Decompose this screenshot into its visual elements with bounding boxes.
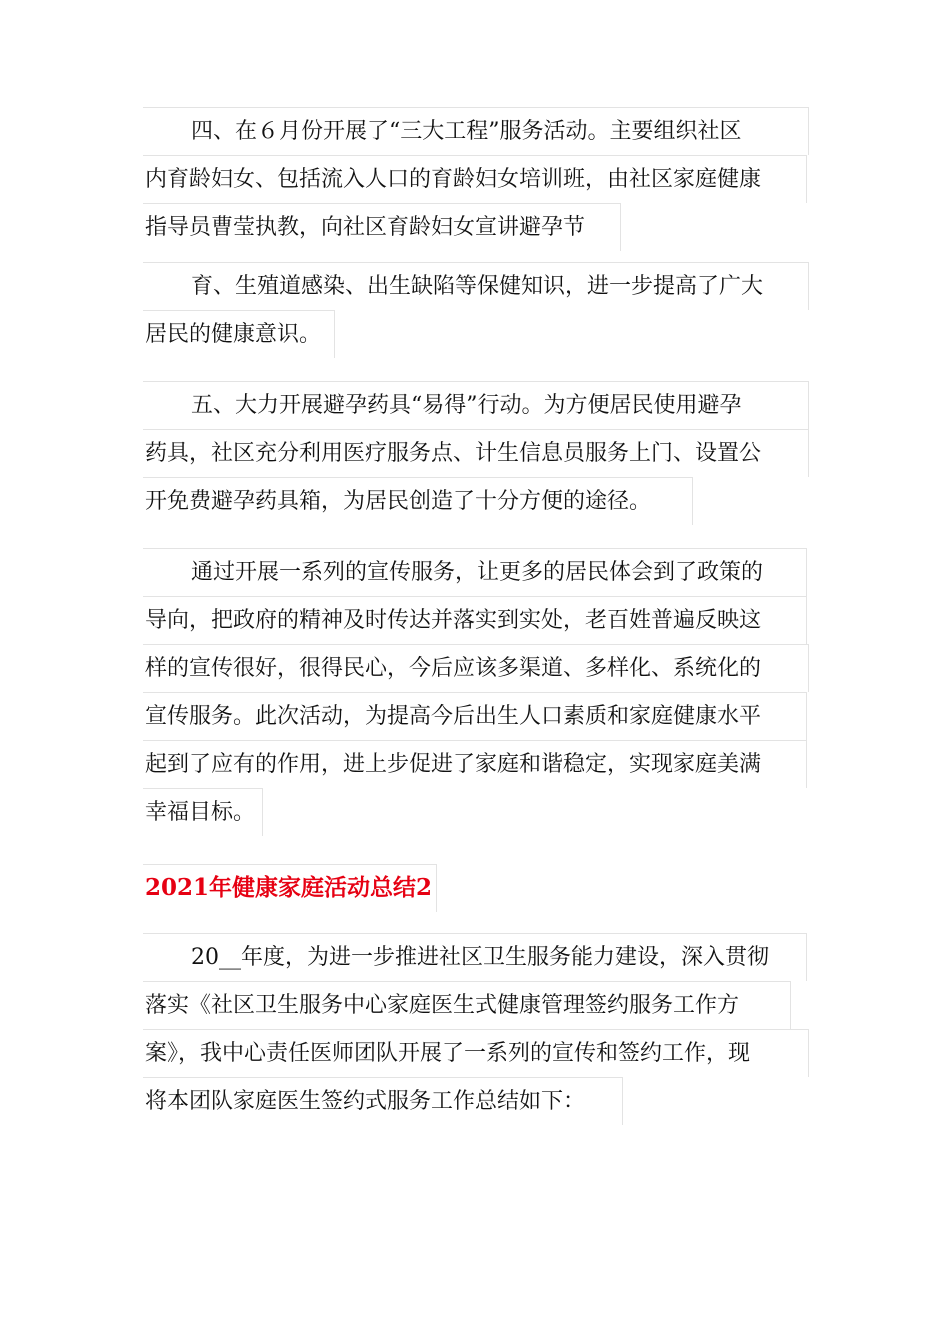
text-line: 四、在６月份开展了“三大工程”服务活动。主要组织社区 bbox=[143, 107, 809, 155]
paragraph-section-two-intro bbox=[143, 933, 809, 1125]
text-line: 幸福目标。 bbox=[143, 788, 263, 836]
text-line: 样的宣传很好，很得民心，今后应该多渠道、多样化、系统化的 bbox=[143, 644, 809, 692]
text-line: 育、生殖道感染、出生缺陷等保健知识，进一步提高了广大 bbox=[143, 262, 809, 310]
text-line: 开免费避孕药具箱，为居民创造了十分方便的途径。 bbox=[143, 477, 693, 525]
text-line: 起到了应有的作用，进上步促进了家庭和谐稳定，实现家庭美满 bbox=[143, 740, 807, 788]
text-line: 落实《社区卫生服务中心家庭医生式健康管理签约服务工作方 bbox=[143, 981, 791, 1029]
text-line: 药具，社区充分利用医疗服务点、计生信息员服务上门、设置公 bbox=[143, 429, 809, 477]
paragraph-section-five bbox=[143, 381, 809, 525]
text-line: 导向，把政府的精神及时传达并落实到实处，老百姓普遍反映这 bbox=[143, 596, 807, 644]
text-line: 内育龄妇女、包括流入人口的育龄妇女培训班，由社区家庭健康 bbox=[143, 155, 807, 203]
text-line: 居民的健康意识。 bbox=[143, 310, 335, 358]
paragraph-section-four-continued bbox=[143, 262, 809, 358]
text-line: 案》，我中心责任医师团队开展了一系列的宣传和签约工作，现 bbox=[143, 1029, 809, 1077]
text-line: 通过开展一系列的宣传服务，让更多的居民体会到了政策的 bbox=[143, 548, 807, 596]
text-line: 20__年度，为进一步推进社区卫生服务能力建设，深入贯彻 bbox=[143, 933, 807, 981]
text-line: 五、大力开展避孕药具“易得”行动。为方便居民使用避孕 bbox=[143, 381, 809, 429]
text-line: 指导员曹莹执教，向社区育龄妇女宣讲避孕节 bbox=[143, 203, 621, 251]
paragraph-section-four bbox=[143, 107, 809, 251]
text-line: 将本团队家庭医生签约式服务工作总结如下： bbox=[143, 1077, 623, 1125]
section-heading: 2021年健康家庭活动总结2 bbox=[143, 864, 437, 912]
text-line: 宣传服务。此次活动，为提高今后出生人口素质和家庭健康水平 bbox=[143, 692, 807, 740]
paragraph-conclusion bbox=[143, 548, 809, 836]
